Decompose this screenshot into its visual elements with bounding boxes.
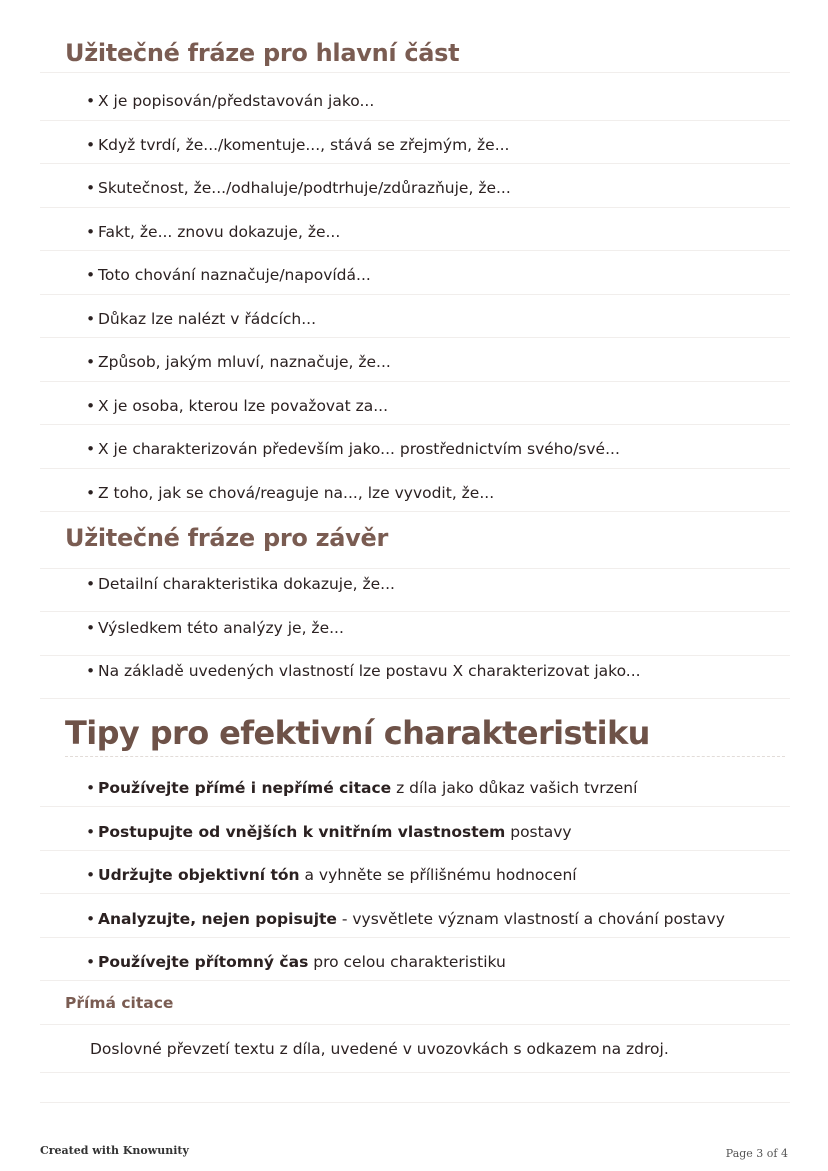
- ruled-line: [40, 72, 790, 73]
- ruled-line: [40, 1072, 790, 1073]
- list-item: • X je osoba, kterou lze považovat za...: [86, 396, 389, 415]
- ruled-line: [40, 1102, 790, 1103]
- tips-heading: Tipy pro efektivní charakteristiku: [65, 714, 650, 752]
- list-item: • Způsob, jakým mluví, naznačuje, že...: [86, 353, 391, 371]
- page-number: Page 3 of 4: [725, 1147, 788, 1160]
- definition-title: Přímá citace: [65, 994, 174, 1012]
- list-item: • Z toho, jak se chová/reaguje na..., lze vyvodit, že...: [86, 483, 495, 502]
- list-item: • X je popisován/představován jako...: [86, 92, 375, 110]
- list-item: • Skutečnost, že.../odhaluje/podtrhuje/zdůrazňuje, že...: [86, 179, 511, 197]
- tip-item: • Používejte přímé i nepřímé citace z díla jako důkaz vašich tvrzení: [86, 779, 638, 797]
- list-item: • Fakt, že... znovu dokazuje, že...: [86, 222, 341, 241]
- ruled-line: [40, 1024, 790, 1025]
- definition-text: Doslovné převzetí textu z díla, uvedené v uvozovkách s odkazem na zdroj.: [90, 1040, 669, 1058]
- list-item: • Na základě uvedených vlastností lze postavu X charakterizovat jako...: [86, 662, 641, 680]
- list-item: • Toto chování naznačuje/napovídá...: [86, 266, 371, 284]
- list-item: • Detailní charakteristika dokazuje, že...: [86, 575, 395, 593]
- footer-credit: Created with Knowunity: [40, 1144, 189, 1157]
- conclusion-phrases-list: [86, 574, 641, 705]
- tip-item: • Postupujte od vnějších k vnitřním vlastnostem postavy: [86, 822, 572, 841]
- ruled-line: [40, 568, 790, 569]
- section-heading-conclusion: Užitečné fráze pro závěr: [65, 524, 389, 552]
- tip-item: • Používejte přítomný čas pro celou charakteristiku: [86, 953, 506, 971]
- list-item: • Když tvrdí, že.../komentuje..., stává se zřejmým, že...: [86, 135, 510, 154]
- tips-list: [86, 778, 725, 996]
- list-item: • Důkaz lze nalézt v řádcích...: [86, 309, 316, 328]
- section-heading-main: Užitečné fráze pro hlavní část: [65, 39, 460, 67]
- tip-item: • Udržujte objektivní tón a vyhněte se přílišnému hodnocení: [86, 866, 577, 884]
- list-item: • Výsledkem této analýzy je, že...: [86, 618, 344, 637]
- main-phrases-list: [86, 91, 620, 526]
- list-item: • X je charakterizován především jako... prostřednictvím svého/své...: [86, 440, 620, 458]
- tip-item: • Analyzujte, nejen popisujte - vysvětlete význam vlastností a chování postavy: [86, 909, 725, 928]
- heading-divider: [65, 756, 785, 757]
